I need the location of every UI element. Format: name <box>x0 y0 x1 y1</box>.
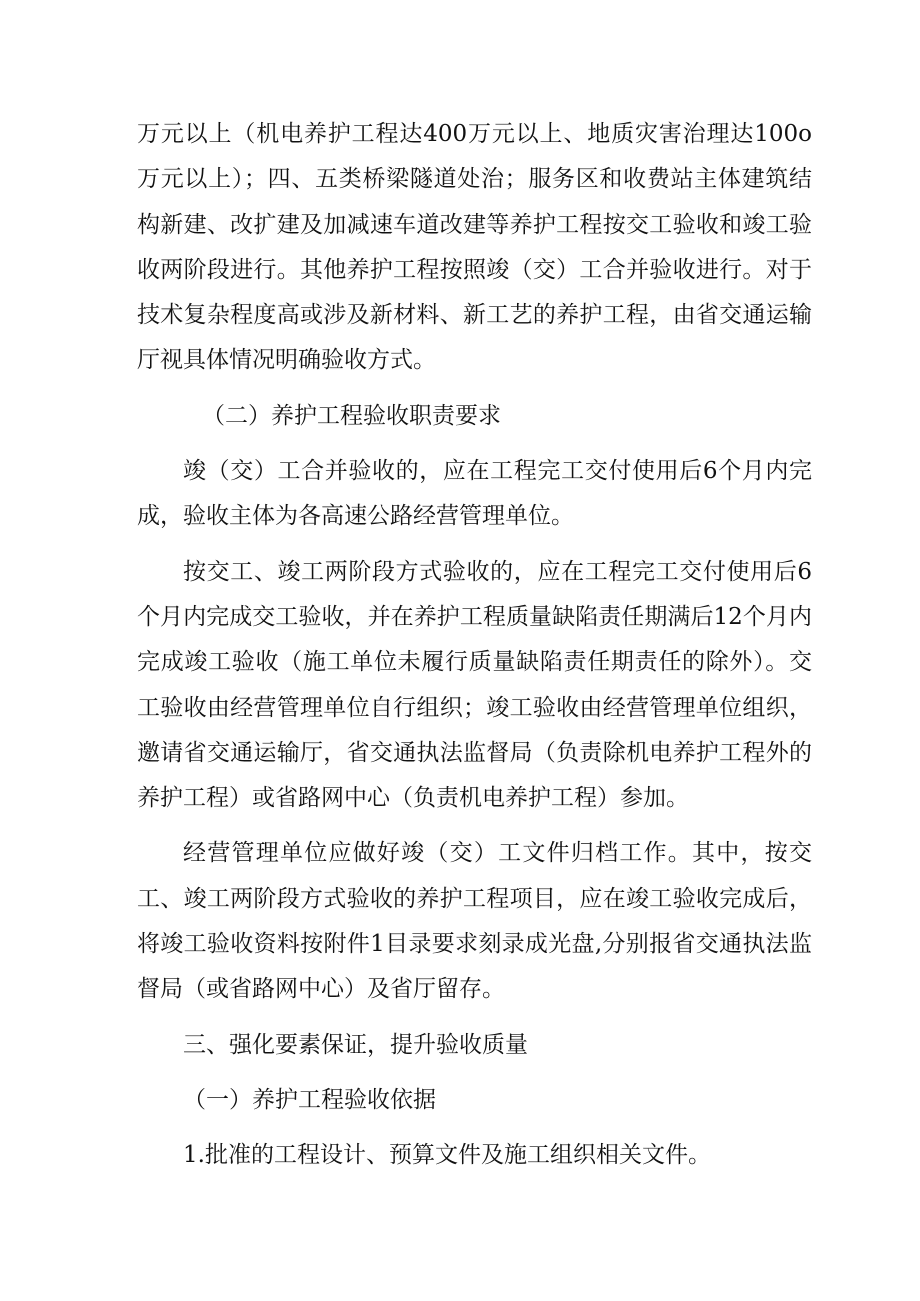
paragraph-archiving: 经营管理单位应做好竣（交）工文件归档工作。其中，按交工、竣工两阶段方式验收的养护工程项目，应在竣工验收完成后，将竣工验收资料按附件1目录要求刻录成光盘,分别报省交通执法监督局（或省路网中心）及省厅留存。 <box>137 840 812 1003</box>
section-heading-basis: （一）养护工程验收依据 <box>183 1086 436 1113</box>
paragraph-continuation: 万元以上（机电养护工程达400万元以上、地质灾害治理达100o万元以上）；四、五类桥梁隧道处治；服务区和收费站主体建筑结构新建、改扩建及加减速车道改建等养护工程按交工验收和竣工验收两阶段进行。其他养护工程按照竣（交）工合并验收进行。对于技术复杂程度高或涉及新材料、新工艺的养护工程，由省交通运输厅视具体情况明确验收方式。 <box>137 121 812 374</box>
paragraph-combined-acceptance: 竣（交）工合并验收的，应在工程完工交付使用后6个月内完成，验收主体为各高速公路经营管理单位。 <box>137 458 812 530</box>
paragraph-two-stage-acceptance: 按交工、竣工两阶段方式验收的，应在工程完工交付使用后6个月内完成交工验收，并在养护工程质量缺陷责任期满后12个月内完成竣工验收（施工单位未履行质量缺陷责任期责任的除外）。交工验收由经营管理单位自行组织；竣工验收由经营管理单位组织，邀请省交通运输厅，省交通执法监督局（负责除机电养护工程外的养护工程）或省路网中心（负责机电养护工程）参加。 <box>137 558 812 812</box>
document-body <box>137 112 812 1179</box>
list-item-1: 1.批准的工程设计、预算文件及施工组织相关文件。 <box>183 1142 711 1169</box>
chapter-heading-quality: 三、强化要素保证，提升验收质量 <box>183 1031 528 1058</box>
section-heading-duties: （二）养护工程验收职责要求 <box>202 402 501 429</box>
